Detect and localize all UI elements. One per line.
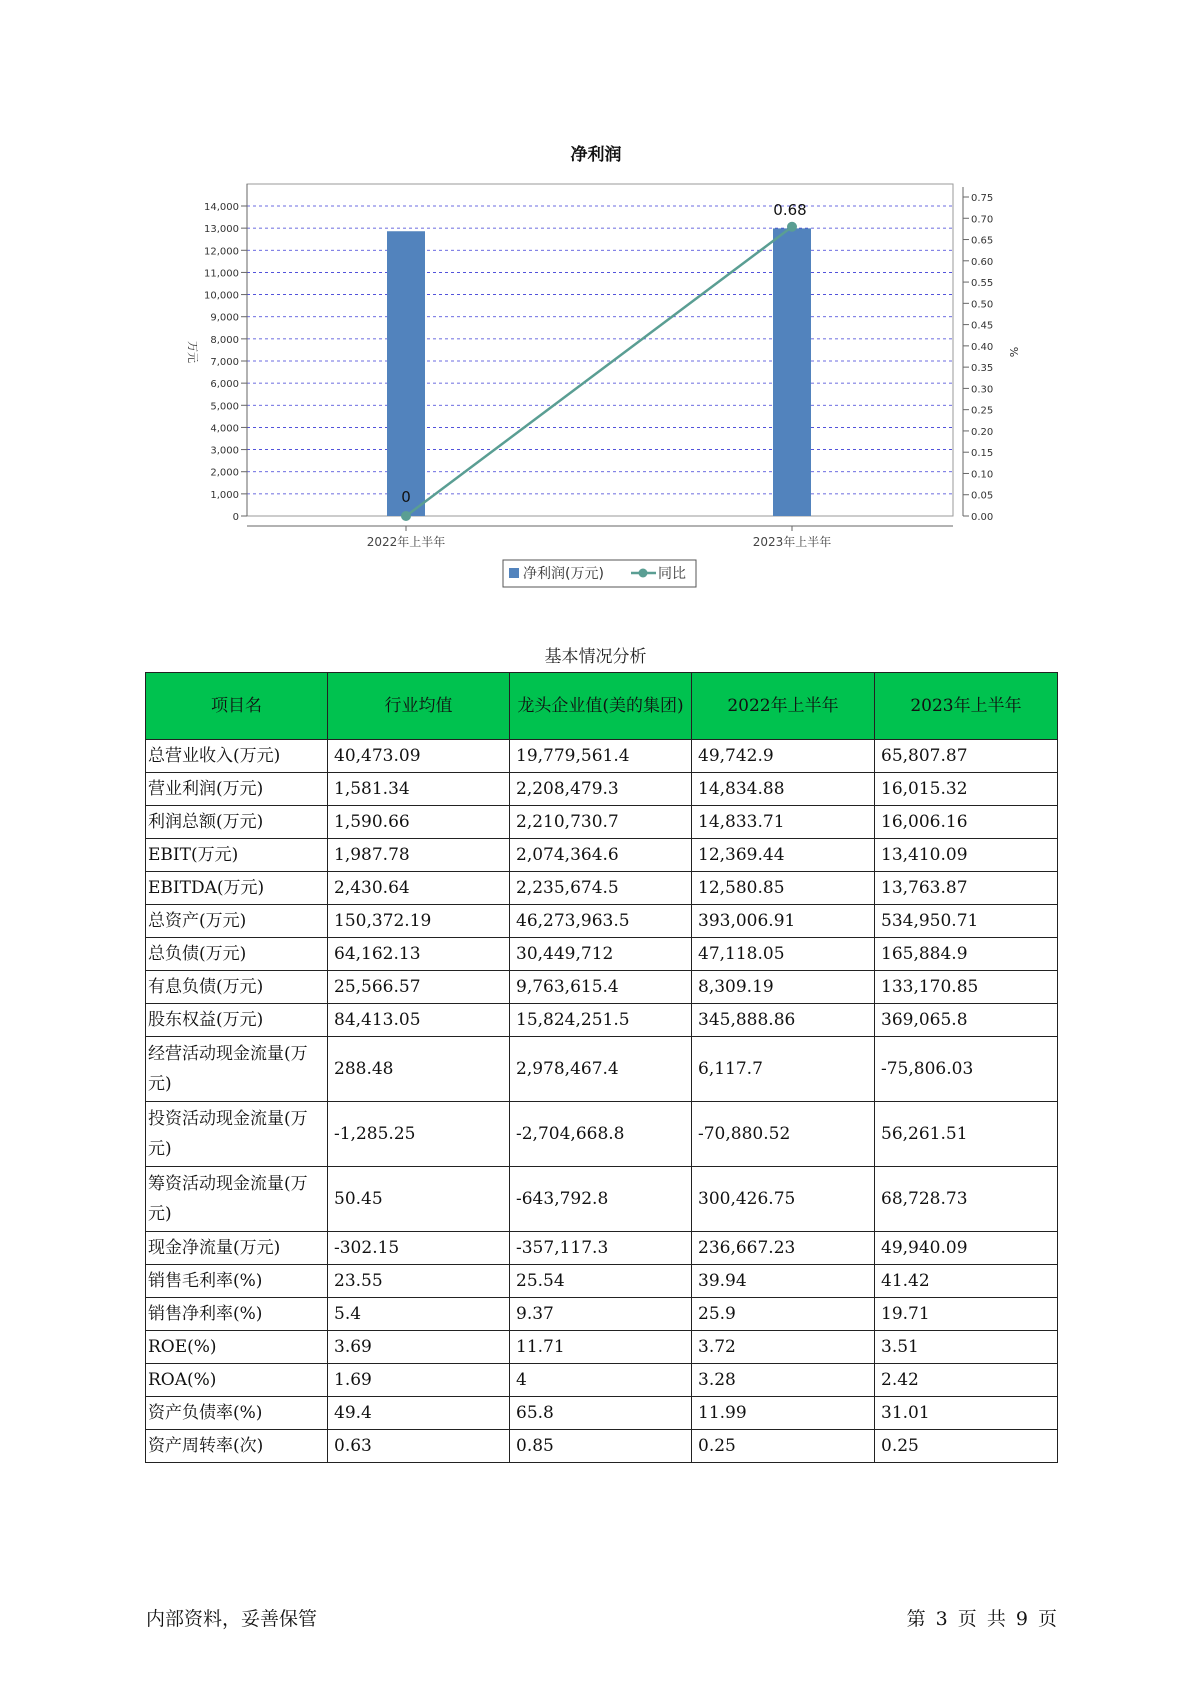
analysis-table — [145, 672, 1058, 1463]
y-tick-label: 7,000 — [210, 357, 239, 368]
table-cell: 68,728.73 — [875, 1167, 1058, 1232]
footer-confidential-note: 内部资料，妥善保管 — [146, 1608, 318, 1630]
table-cell: 84,413.05 — [328, 1004, 510, 1037]
table-cell: 3.51 — [875, 1331, 1058, 1364]
y-right-tick-label: 0.30 — [971, 384, 994, 396]
table-cell: -302.15 — [328, 1232, 510, 1265]
table-row — [146, 1364, 1058, 1397]
chart-svg — [0, 0, 1191, 600]
table-cell: 11.99 — [692, 1397, 875, 1430]
table-cell: 3.72 — [692, 1331, 875, 1364]
table-cell: 300,426.75 — [692, 1167, 875, 1232]
row-label: 销售毛利率(%) — [146, 1265, 328, 1298]
table-cell: 3.69 — [328, 1331, 510, 1364]
table-cell: 64,162.13 — [328, 938, 510, 971]
table-cell: 8,309.19 — [692, 971, 875, 1004]
table-row — [146, 806, 1058, 839]
table-body — [146, 740, 1058, 1463]
row-label: ROE(%) — [146, 1331, 328, 1364]
table-cell: 165,884.9 — [875, 938, 1058, 971]
table-cell: 39.94 — [692, 1265, 875, 1298]
row-label: 总资产(万元) — [146, 905, 328, 938]
table-cell: 0.85 — [510, 1430, 692, 1463]
table-cell: 16,015.32 — [875, 773, 1058, 806]
table-cell: 23.55 — [328, 1265, 510, 1298]
y-right-tick-label: 0.35 — [971, 363, 994, 375]
y-tick-label: 2,000 — [210, 467, 239, 479]
table-cell: 1,987.78 — [328, 839, 510, 872]
table-cell: 2,235,674.5 — [510, 872, 692, 905]
table-cell: 11.71 — [510, 1331, 692, 1364]
row-label: 有息负债(万元) — [146, 971, 328, 1004]
y-right-tick-label: 0.70 — [971, 214, 994, 226]
table-caption: 基本情况分析 — [544, 647, 647, 667]
row-label: 现金净流量(万元) — [146, 1232, 328, 1265]
table-cell: 3.28 — [692, 1364, 875, 1397]
table-cell: 19,779,561.4 — [510, 740, 692, 773]
table-cell: 49,742.9 — [692, 740, 875, 773]
y-right-tick-label: 0.45 — [971, 320, 994, 332]
table-cell: 41.42 — [875, 1265, 1058, 1298]
yoy-line — [406, 227, 792, 516]
table-row — [146, 1037, 1058, 1102]
table-cell: 31.01 — [875, 1397, 1058, 1430]
legend-line-label: 同比 — [658, 566, 686, 582]
table-cell: -1,285.25 — [328, 1102, 510, 1167]
row-label: 利润总额(万元) — [146, 806, 328, 839]
table-cell: 65,807.87 — [875, 740, 1058, 773]
table-row — [146, 1397, 1058, 1430]
row-label: 股东权益(万元) — [146, 1004, 328, 1037]
yoy-point — [401, 511, 411, 521]
row-label: 总负债(万元) — [146, 938, 328, 971]
table-cell: 65.8 — [510, 1397, 692, 1430]
table-row — [146, 740, 1058, 773]
table-cell: 1,590.66 — [328, 806, 510, 839]
legend-bar-label: 净利润(万元) — [523, 566, 604, 582]
header-industry-avg: 行业均值 — [328, 673, 510, 740]
table-cell: 0.25 — [692, 1430, 875, 1463]
table-row — [146, 839, 1058, 872]
table-cell: 47,118.05 — [692, 938, 875, 971]
y-right-tick-label: 0.20 — [971, 426, 994, 438]
table-cell: 16,006.16 — [875, 806, 1058, 839]
table-cell: 13,410.09 — [875, 839, 1058, 872]
y-tick-label: 5,000 — [210, 401, 239, 413]
table-cell: 2,210,730.7 — [510, 806, 692, 839]
table-cell: 12,369.44 — [692, 839, 875, 872]
y-right-tick-label: 0.40 — [971, 341, 994, 353]
table-row — [146, 1004, 1058, 1037]
chart-title: 净利润 — [570, 145, 622, 165]
y-right-tick-label: 0.05 — [971, 490, 994, 502]
table-row — [146, 1102, 1058, 1167]
y-tick-label: 13,000 — [204, 224, 239, 236]
y-tick-label: 11,000 — [204, 268, 239, 280]
table-cell: 9.37 — [510, 1298, 692, 1331]
plot-frame — [247, 184, 953, 516]
row-label: 经营活动现金流量(万元) — [146, 1037, 328, 1102]
footer-page-number: 第 3 页 共 9 页 — [906, 1608, 1057, 1630]
y-tick-label: 0 — [232, 512, 239, 523]
legend-line-marker — [639, 569, 648, 578]
table-header-row — [146, 673, 1058, 740]
table-row — [146, 773, 1058, 806]
table-cell: 9,763,615.4 — [510, 971, 692, 1004]
table-cell: 236,667.23 — [692, 1232, 875, 1265]
bar — [773, 228, 811, 516]
table-cell: 6,117.7 — [692, 1037, 875, 1102]
y-right-tick-label: 0.10 — [971, 469, 994, 481]
header-leader-value: 龙头企业值(美的集团) — [510, 673, 692, 740]
table-cell: 0.63 — [328, 1430, 510, 1463]
y-right-axis-title: % — [1007, 346, 1020, 358]
row-label: EBITDA(万元) — [146, 872, 328, 905]
y-tick-label: 9,000 — [210, 312, 239, 324]
legend-bar-swatch — [509, 568, 519, 578]
row-label: 资产周转率(次) — [146, 1430, 328, 1463]
table-cell: 14,833.71 — [692, 806, 875, 839]
bar — [387, 231, 425, 516]
y-tick-label: 3,000 — [210, 445, 239, 457]
table-cell: 2,074,364.6 — [510, 839, 692, 872]
table-cell: 2,430.64 — [328, 872, 510, 905]
table-cell: 40,473.09 — [328, 740, 510, 773]
table-cell: -70,880.52 — [692, 1102, 875, 1167]
y-right-tick-label: 0.55 — [971, 278, 994, 290]
table-cell: 50.45 — [328, 1167, 510, 1232]
row-label: 投资活动现金流量(万元) — [146, 1102, 328, 1167]
table-cell: 56,261.51 — [875, 1102, 1058, 1167]
y-tick-label: 10,000 — [204, 290, 239, 302]
table-row — [146, 1331, 1058, 1364]
x-tick-label: 2022年上半年 — [366, 535, 446, 549]
y-tick-label: 1,000 — [210, 489, 239, 501]
table-row — [146, 905, 1058, 938]
row-label: 总营业收入(万元) — [146, 740, 328, 773]
table-cell: 5.4 — [328, 1298, 510, 1331]
table-row — [146, 1430, 1058, 1463]
table-cell: 46,273,963.5 — [510, 905, 692, 938]
header-2022h1: 2022年上半年 — [692, 673, 875, 740]
table-cell: -2,704,668.8 — [510, 1102, 692, 1167]
table-cell: 133,170.85 — [875, 971, 1058, 1004]
table-cell: 14,834.88 — [692, 773, 875, 806]
table-cell: 2,208,479.3 — [510, 773, 692, 806]
table-cell: 12,580.85 — [692, 872, 875, 905]
y-right-tick-label: 0.60 — [971, 256, 994, 268]
data-label: 0 — [401, 488, 411, 506]
table-cell: 13,763.87 — [875, 872, 1058, 905]
y-right-tick-label: 0.50 — [971, 299, 994, 311]
table-cell: 4 — [510, 1364, 692, 1397]
table-cell: 25,566.57 — [328, 971, 510, 1004]
row-label: 资产负债率(%) — [146, 1397, 328, 1430]
table-cell: 19.71 — [875, 1298, 1058, 1331]
y-right-tick-label: 0.65 — [971, 235, 994, 247]
x-tick-label: 2023年上半年 — [752, 535, 832, 549]
net-profit-chart — [0, 0, 1191, 600]
table-cell: 2,978,467.4 — [510, 1037, 692, 1102]
table-cell: 369,065.8 — [875, 1004, 1058, 1037]
y-tick-label: 12,000 — [204, 246, 239, 258]
y-tick-label: 14,000 — [204, 202, 239, 213]
table-row — [146, 1167, 1058, 1232]
header-item-name: 项目名 — [146, 673, 328, 740]
row-label: ROA(%) — [146, 1364, 328, 1397]
table-cell: 393,006.91 — [692, 905, 875, 938]
y-right-tick-label: 0.75 — [971, 193, 994, 204]
table-cell: 1,581.34 — [328, 773, 510, 806]
table-row — [146, 1298, 1058, 1331]
table-cell: 2.42 — [875, 1364, 1058, 1397]
table-cell: 345,888.86 — [692, 1004, 875, 1037]
y-tick-label: 8,000 — [210, 334, 239, 346]
table-cell: -75,806.03 — [875, 1037, 1058, 1102]
row-label: 营业利润(万元) — [146, 773, 328, 806]
table-cell: 288.48 — [328, 1037, 510, 1102]
table-cell: 25.9 — [692, 1298, 875, 1331]
row-label: EBIT(万元) — [146, 839, 328, 872]
table-row — [146, 1265, 1058, 1298]
y-right-tick-label: 0.25 — [971, 405, 994, 417]
table-cell: 30,449,712 — [510, 938, 692, 971]
y-right-tick-label: 0.15 — [971, 448, 994, 460]
row-label: 筹资活动现金流量(万元) — [146, 1167, 328, 1232]
table-cell: -643,792.8 — [510, 1167, 692, 1232]
table-cell: 150,372.19 — [328, 905, 510, 938]
table-cell: -357,117.3 — [510, 1232, 692, 1265]
data-label: 0.68 — [773, 200, 807, 219]
header-2023h1: 2023年上半年 — [875, 673, 1058, 740]
row-label: 销售净利率(%) — [146, 1298, 328, 1331]
table-cell: 1.69 — [328, 1364, 510, 1397]
table-row — [146, 872, 1058, 905]
y-tick-label: 6,000 — [210, 379, 239, 391]
table-cell: 534,950.71 — [875, 905, 1058, 938]
y-axis-title: 万元 — [186, 341, 199, 363]
y-tick-label: 4,000 — [210, 423, 239, 435]
table-row — [146, 1232, 1058, 1265]
table-cell: 49,940.09 — [875, 1232, 1058, 1265]
table-cell: 49.4 — [328, 1397, 510, 1430]
table-row — [146, 971, 1058, 1004]
table-cell: 15,824,251.5 — [510, 1004, 692, 1037]
y-right-tick-label: 0.00 — [971, 512, 994, 523]
table-row — [146, 938, 1058, 971]
table-cell: 25.54 — [510, 1265, 692, 1298]
yoy-point — [787, 222, 797, 232]
table-cell: 0.25 — [875, 1430, 1058, 1463]
